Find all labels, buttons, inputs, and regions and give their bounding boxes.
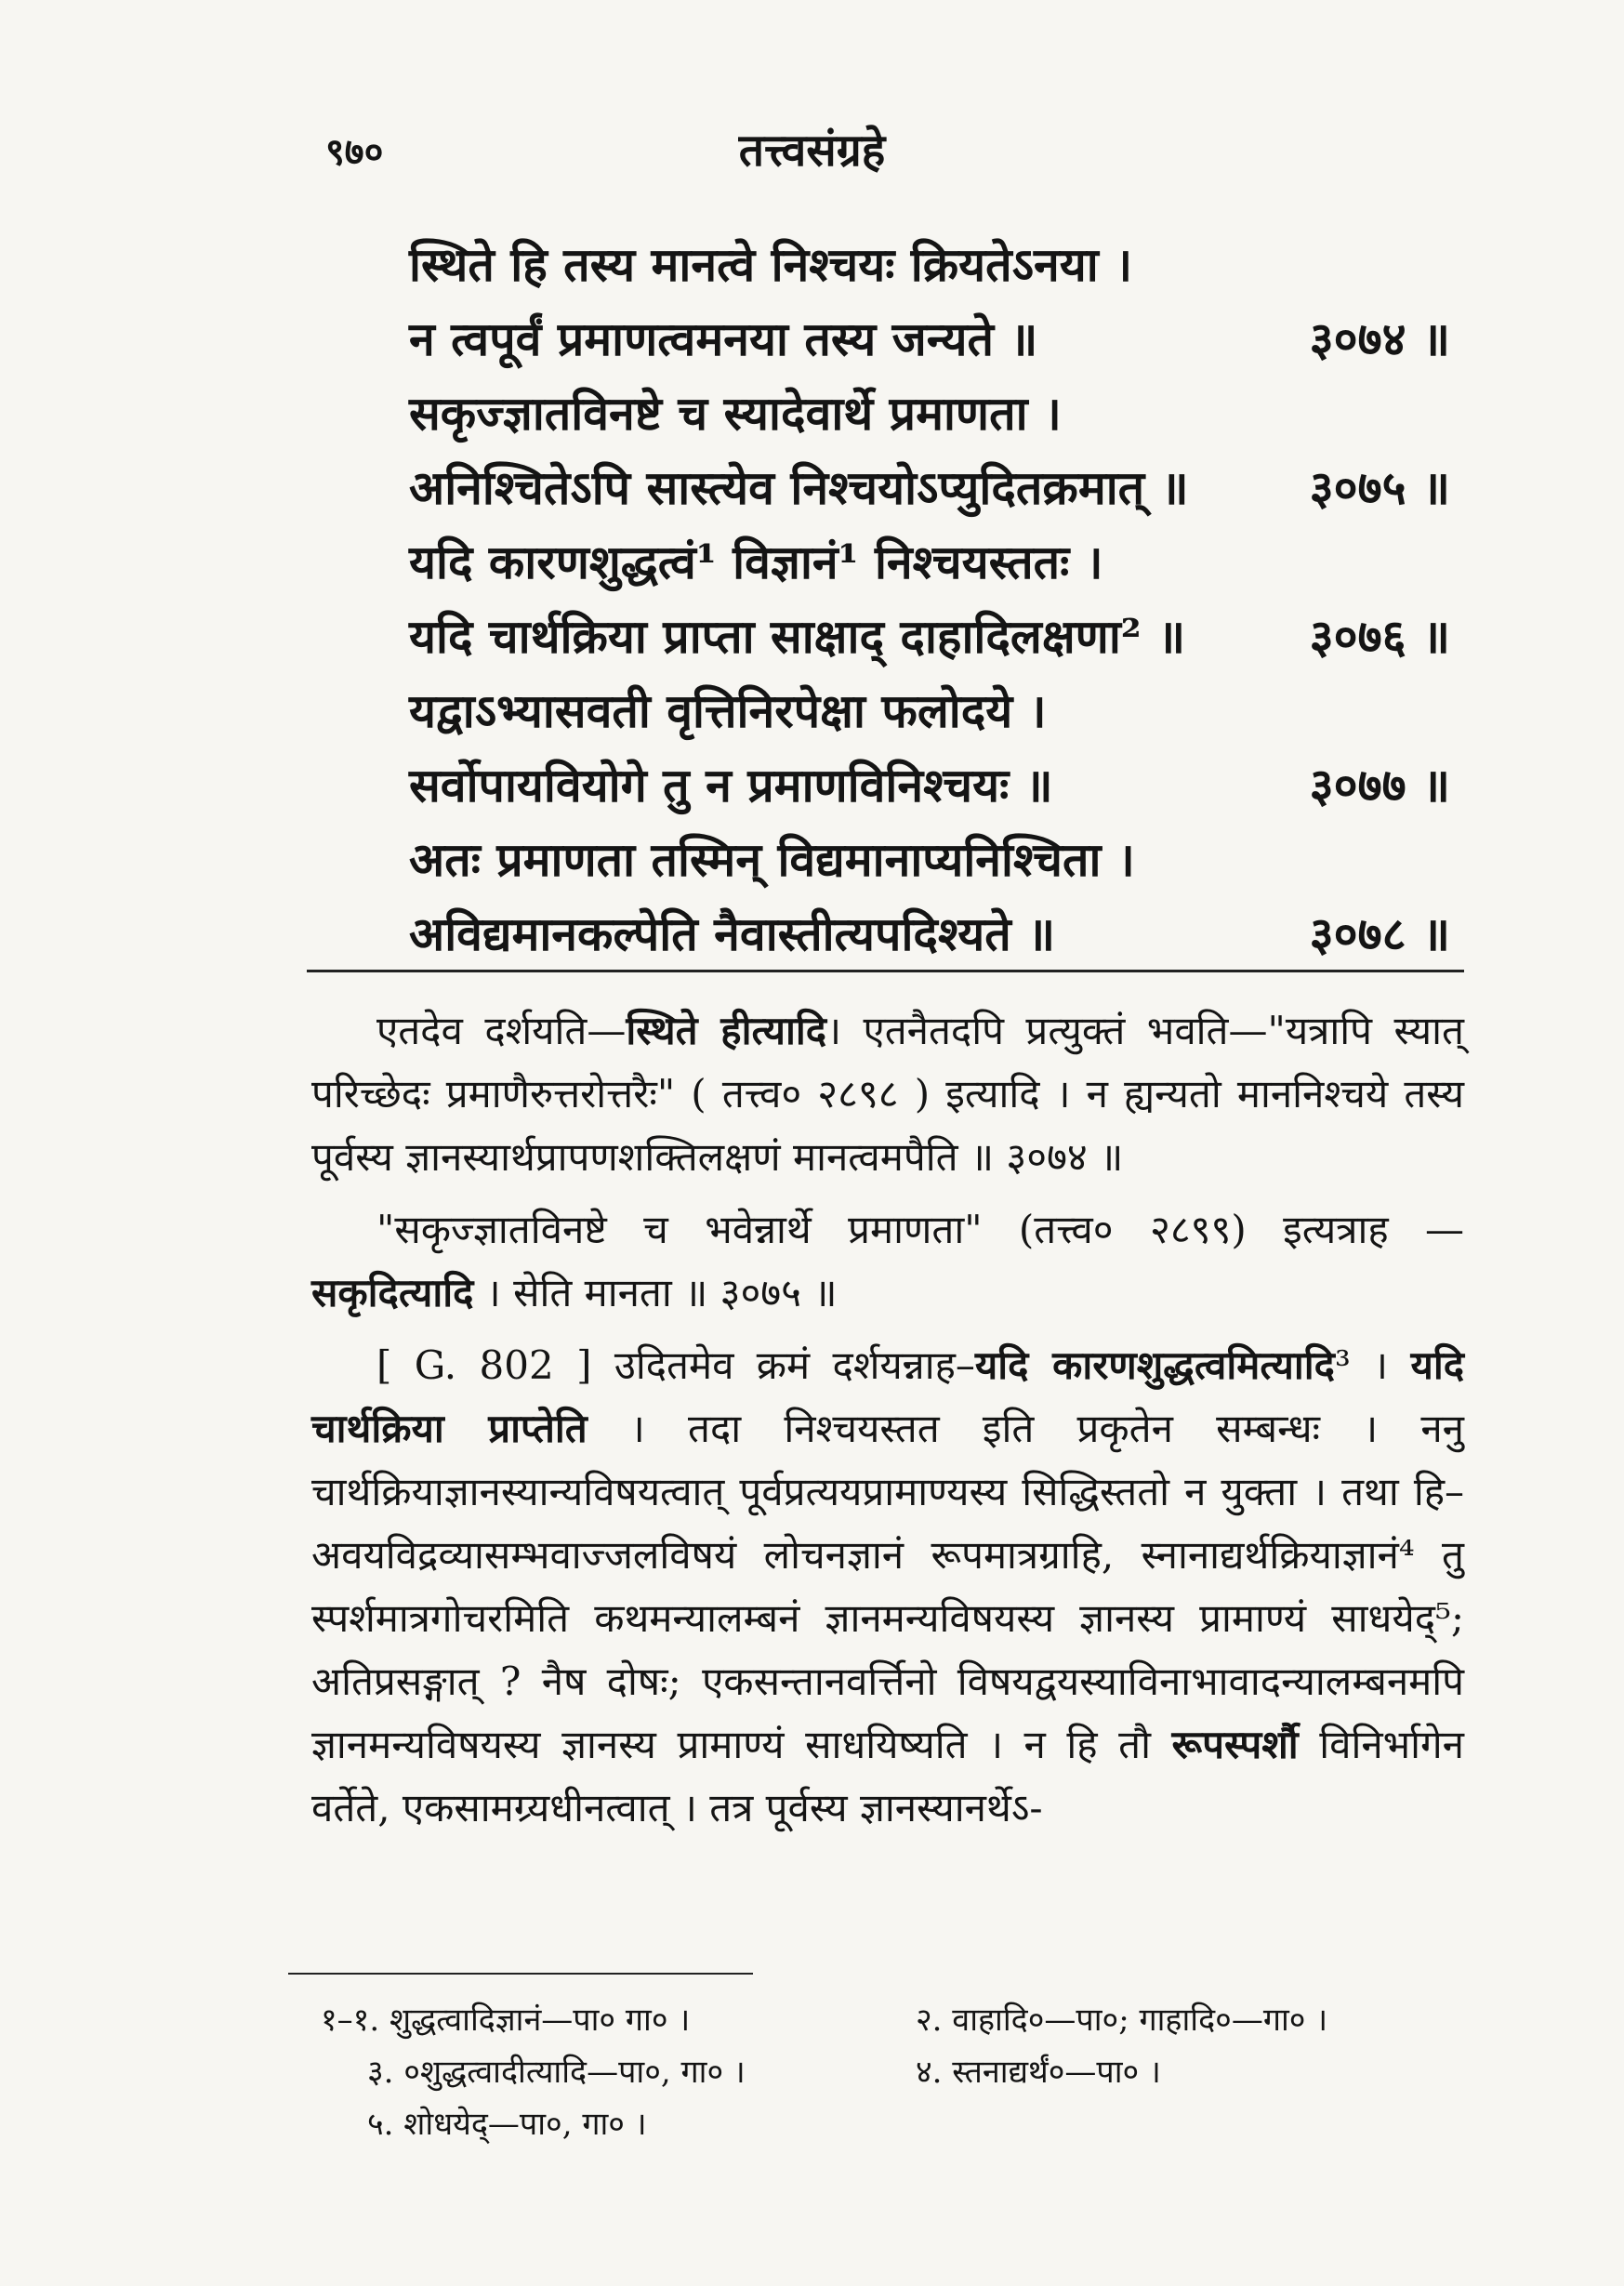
verse-text: स्थिते हि तस्य मानत्वे निश्चयः क्रियतेऽनया । xyxy=(409,237,1133,292)
running-title: तत्त्वसंग्रहे xyxy=(738,125,886,177)
verse-text: सर्वोपायवियोगे तु न प्रमाणविनिश्चयः ॥ xyxy=(409,758,1053,813)
verse-number: ३०७७ ॥ xyxy=(1309,758,1450,813)
commentary-text: एतदेव दर्शयति— xyxy=(376,1008,627,1053)
footnote-row xyxy=(321,2098,1464,2150)
verse-text: यद्वाऽभ्यासवती वृत्तिनिरपेक्षा फलोदये । xyxy=(409,683,1047,738)
footnote: ३. ०शुद्धत्वादीत्यादि—पा०, गा० । xyxy=(367,2054,746,2091)
verse-line xyxy=(409,377,1450,451)
verse-text: यदि कारणशुद्धत्वं¹ विज्ञानं¹ निश्चयस्ततः । xyxy=(409,535,1103,589)
footnotes xyxy=(321,1994,1464,2150)
verse-text: सकृज्ज्ञातविनष्टे च स्यादेवार्थे प्रमाणता । xyxy=(409,386,1062,441)
commentary-text: ³ । xyxy=(1334,1342,1389,1388)
verse-line xyxy=(409,600,1450,674)
verse-line xyxy=(409,674,1450,748)
commentary-lemma: स्थिते हीत्यादि xyxy=(626,1008,827,1053)
verse-number: ३०७४ ॥ xyxy=(1309,311,1450,366)
verse-text: अनिश्चितेऽपि सास्त्येव निश्चयोऽप्युदितक्रमात् ॥ xyxy=(409,460,1189,515)
commentary-text: । सेति मानता ॥ ३०७५ ॥ xyxy=(485,1270,838,1315)
page-number: ९७० xyxy=(325,130,384,174)
verse-text: अतः प्रमाणता तस्मिन् विद्यमानाप्यनिश्चिता । xyxy=(409,832,1135,887)
commentary-lemma: रूपस्पर्शौ xyxy=(1171,1722,1299,1767)
verse-number: ३०७५ ॥ xyxy=(1309,460,1450,515)
verse-number: ३०७८ ॥ xyxy=(1309,906,1450,961)
commentary-paragraph xyxy=(311,1198,1464,1325)
verse-line xyxy=(409,823,1450,897)
section-divider xyxy=(307,970,1464,972)
footnote-row xyxy=(321,1994,1464,2046)
footnote: ४. स्तनाद्यर्थं०—पा० । xyxy=(916,2054,1161,2091)
verse-line xyxy=(409,748,1450,823)
verse-text: यदि चार्थक्रिया प्राप्ता साक्षाद् दाहादिलक्षणा² ॥ xyxy=(409,609,1186,664)
commentary xyxy=(311,999,1464,1849)
commentary-text: [ G. 802 ] उदितमेव क्रमं दर्शयन्नाह– xyxy=(376,1342,975,1388)
commentary-text: । एतनैतदपि प्रत्युक्तं भवति—"यत्रापि स्यात् परिच्छेदः प्रमाणैरुत्तरोत्तरैः" ( तत्त्व० २८९८ ) इत्यादि । न ह्यन्यतो माननिश्चये तस्य पूर्वस्य ज्ञानस्यार्थप्रापणशक्तिलक्षणं मानत्वमपैति ॥ ३०७४ ॥ xyxy=(311,1008,1464,1180)
verse-text: अविद्यमानकल्पेति नैवास्तीत्यपदिश्यते ॥ xyxy=(409,906,1056,961)
commentary-paragraph xyxy=(311,999,1464,1189)
commentary-lemma: यदि कारणशुद्धत्वमित्यादि xyxy=(974,1342,1335,1388)
verse-number: ३०७६ ॥ xyxy=(1309,609,1450,664)
footnote: २. वाहादि०—पा०; गाहादि०—गा० । xyxy=(916,2002,1328,2039)
verse-line xyxy=(409,525,1450,600)
footnote-divider xyxy=(288,1973,753,1975)
verse-line xyxy=(409,228,1450,302)
commentary-lemma: यदि चार्थक्रिया प्राप्तेति xyxy=(311,1342,1464,1451)
verse-block xyxy=(409,228,1450,971)
verse-line xyxy=(409,897,1450,971)
commentary-lemma: सकृदित्यादि xyxy=(311,1270,474,1315)
verse-line xyxy=(409,451,1450,525)
commentary-text: "सकृज्ज्ञातविनष्टे च भवेन्नार्थे प्रमाणता" (तत्त्व० २८९९) इत्यत्राह — xyxy=(376,1207,1464,1252)
commentary-text: विनिर्भागेन वर्तेते, एकसामग्र्यधीनत्वात् । तत्र पूर्वस्य ज्ञानस्यानर्थेऽ- xyxy=(311,1722,1464,1830)
footnote-row xyxy=(321,2046,1464,2098)
footnote: १–१. शुद्धत्वादिज्ञानं—पा० गा० । xyxy=(321,2002,691,2039)
commentary-text: । तदा निश्चयस्तत इति प्रकृतेन सम्बन्धः । ननु चार्थक्रियाज्ञानस्यान्यविषयत्वात् पूर्वप्रत्ययप्रामाण्यस्य सिद्धिस्ततो न युक्ता । तथा हि–अवयविद्रव्यासम्भवाज्जलविषयं लोचनज्ञानं रूपमात्रग्राहि, स्नानाद्यर्थक्रियाज्ञानं⁴ तु स्पर्शमात्रगोचरमिति कथमन्यालम्बनं ज्ञानमन्यविषयस्य ज्ञानस्य प्रामाण्यं साधयेद्⁵; अतिप्रसङ्गात् ? नैष दोषः; एकसन्तानवर्त्तिनो विषयद्वयस्याविनाभावादन्यालम्बनमपि ज्ञानमन्यविषयस्य ज्ञानस्य प्रामाण्यं साधयिष्यति । न हि तौ xyxy=(311,1406,1464,1767)
footnote: ५. शोधयेद्—पा०, गा० । xyxy=(367,2106,647,2143)
page-header xyxy=(0,119,1624,193)
verse-line xyxy=(409,302,1450,377)
verse-text: न त्वपूर्वं प्रमाणत्वमनया तस्य जन्यते ॥ xyxy=(409,311,1038,366)
commentary-paragraph xyxy=(311,1334,1464,1840)
